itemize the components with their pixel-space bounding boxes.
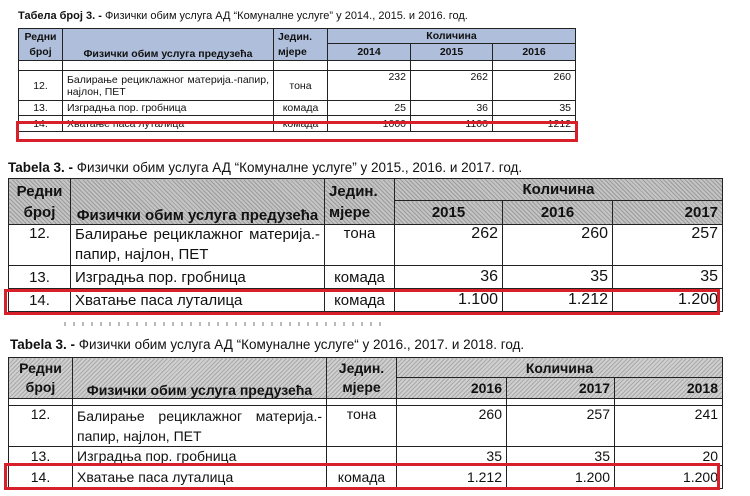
row-unit: тона	[325, 225, 395, 266]
table-2-caption-label: Tabela 3. -	[8, 160, 74, 175]
row-desc: Изградња пор. гробница	[71, 266, 325, 289]
header-year: 2015	[395, 201, 503, 225]
header-unit: Једин. мјере	[327, 358, 397, 399]
row-desc: Хватање паса луталица	[71, 289, 325, 312]
row-num: 14.	[9, 466, 73, 489]
row-value: 262	[395, 225, 503, 266]
row-value: 262	[411, 71, 493, 101]
table-2-caption-text: Физички обим услуга АД “Комуналне услуге” у 2015., 2016. и 2017. год.	[76, 160, 523, 175]
row-value: 257	[507, 406, 615, 447]
row-unit: тона	[327, 406, 397, 447]
row-unit: комада	[327, 466, 397, 489]
header-num: Редни број	[9, 179, 71, 225]
table-3-caption-text: Физички обим услуга АД “Комуналне услуге“ у 2016., 2017. и 2018. год.	[78, 337, 525, 352]
row-value: 260	[397, 406, 507, 447]
row-value: 260	[493, 71, 576, 101]
row-unit: комада	[325, 289, 395, 312]
row-desc: Изградња пор. гробница	[63, 101, 274, 116]
row-num: 13.	[9, 447, 73, 466]
header-year: 2016	[493, 44, 576, 61]
row-value: 35	[503, 266, 613, 289]
table-row	[9, 225, 723, 266]
row-value: 35	[507, 447, 615, 466]
table-row	[9, 406, 723, 447]
row-num: 14.	[9, 289, 71, 312]
row-num: 13.	[9, 266, 71, 289]
table-1-caption	[18, 10, 468, 22]
row-value: 1.200	[507, 466, 615, 489]
row-value: 241	[615, 406, 723, 447]
row-value: 1.200	[615, 466, 723, 489]
row-value: 36	[411, 101, 493, 116]
row-value: 257	[613, 225, 723, 266]
row-value: 36	[395, 266, 503, 289]
header-num: Редни број	[9, 358, 73, 399]
header-year: 2015	[411, 44, 493, 61]
row-desc: Балирање рециклажног материја.-папир, најлон, ПЕТ	[63, 71, 274, 101]
row-desc: Хватање паса луталица	[73, 466, 327, 489]
header-desc: Физички обим услуга предузећа	[71, 179, 325, 225]
row-value: 1.200	[613, 289, 723, 312]
row-value: 232	[328, 71, 411, 101]
row-unit: комада	[274, 101, 328, 116]
row-value: 1000	[328, 116, 411, 132]
row-value: 1.212	[503, 289, 613, 312]
row-value: 35	[613, 266, 723, 289]
highlight-box	[16, 121, 578, 142]
row-num: 14.	[19, 116, 63, 132]
table-1-caption-text: Физички обим услуга АД “Комуналне услуге” у 2014., 2015. и 2016. год.	[104, 10, 468, 22]
row-value: 1100	[411, 116, 493, 132]
highlight-box	[4, 289, 720, 315]
header-desc: Физички обим услуга предузећа	[63, 29, 274, 61]
row-desc: Изградња пор. гробница	[73, 447, 327, 466]
row-num: 12.	[19, 71, 63, 101]
row-desc: Балирање рециклажног материја.-папир, најлон, ПЕТ	[71, 225, 325, 266]
header-year: 2016	[397, 378, 507, 399]
table-3-caption	[10, 337, 524, 352]
row-desc: Балирање рециклажног материја.-папир, најлон, ПЕТ	[73, 406, 327, 447]
header-qty: Количина	[328, 29, 576, 44]
header-num: Редни број	[19, 29, 63, 61]
row-value: 260	[503, 225, 613, 266]
row-value: 1.100	[395, 289, 503, 312]
table-row	[19, 101, 576, 116]
header-year: 2016	[503, 201, 613, 225]
header-unit: Једин. мјере	[325, 179, 395, 225]
row-value: 25	[328, 101, 411, 116]
header-year: 2018	[615, 378, 723, 399]
header-desc: Физички обим услуга предузећа	[73, 358, 327, 399]
row-value: 35	[397, 447, 507, 466]
header-year: 2017	[507, 378, 615, 399]
table-1	[18, 28, 576, 132]
table-3-caption-label: Tabela 3. -	[10, 337, 76, 352]
header-qty: Количина	[395, 179, 723, 201]
row-unit: комада	[325, 266, 395, 289]
header-year: 2014	[328, 44, 411, 61]
highlight-box	[4, 463, 720, 490]
row-num: 12.	[9, 225, 71, 266]
header-qty: Количина	[397, 358, 723, 378]
scan-artifact	[64, 322, 384, 326]
row-desc: Хватање паса луталица	[63, 116, 274, 132]
table-2-caption	[8, 160, 522, 175]
row-unit: комада	[274, 116, 328, 132]
header-unit: Једин. мјере	[274, 29, 328, 61]
row-value: 1.212	[397, 466, 507, 489]
row-value: 20	[615, 447, 723, 466]
row-value: 1212	[493, 116, 576, 132]
row-value: 35	[493, 101, 576, 116]
header-year: 2017	[613, 201, 723, 225]
row-num: 12.	[9, 406, 73, 447]
table-row	[19, 71, 576, 101]
table-1-caption-label: Табела број 3. -	[18, 10, 102, 22]
table-row	[9, 266, 723, 289]
row-unit: тона	[274, 71, 328, 101]
row-num: 13.	[19, 101, 63, 116]
